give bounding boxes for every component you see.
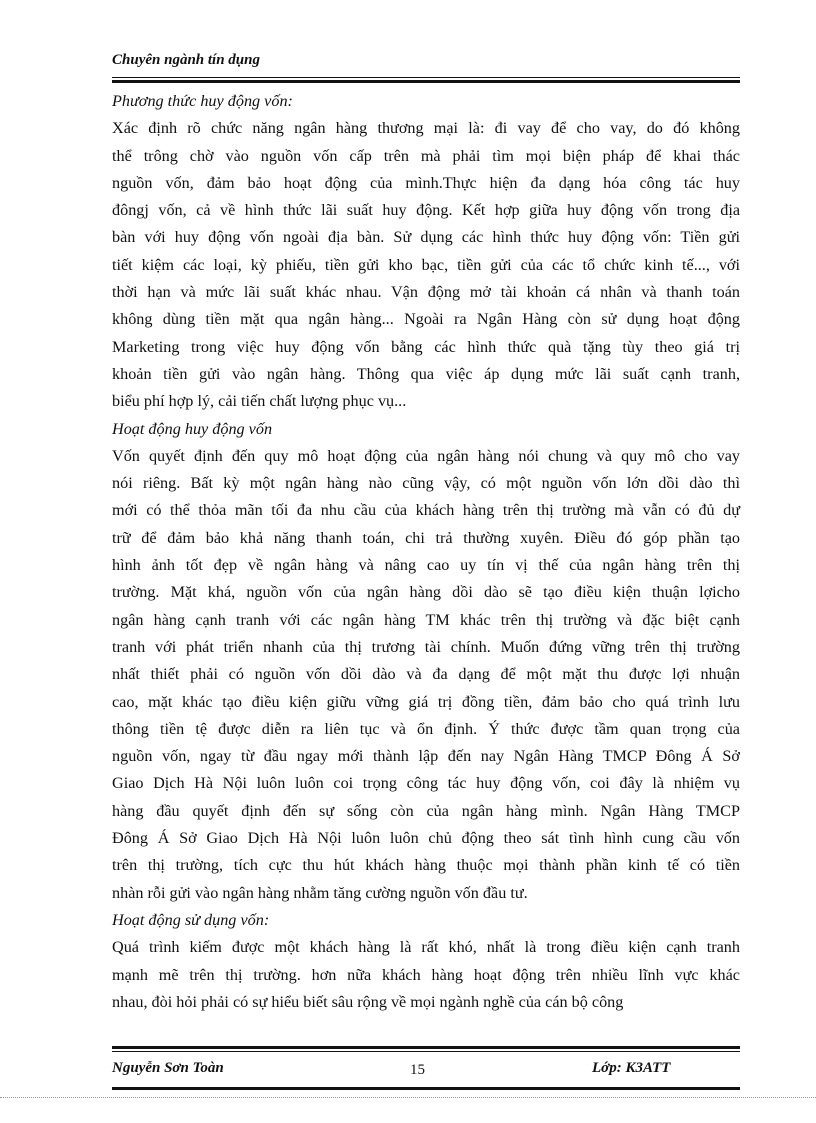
text-line: thời hạn và mức lãi suất khác nhau. Vận động mở tài khoản cá nhân và thanh toán (112, 283, 740, 302)
footer-bottom-rule-thick (112, 1087, 740, 1090)
footer-author: Nguyễn Sơn Toàn (112, 1060, 224, 1076)
header-title: Chuyên ngành tín dụng (112, 52, 260, 68)
text-line: Đông Á Sở Giao Dịch Hà Nội luôn luôn chủ động theo sát tình hình cung cầu vốn (112, 829, 740, 848)
text-line: Vốn quyết định đến quy mô hoạt động của ngân hàng nói chung và quy mô cho vay (112, 446, 740, 465)
text-line: nguồn vốn, đảm bảo hoạt động của mình.Thực hiện đa dạng hóa công tác huy (112, 173, 740, 192)
text-line: thể trông chờ vào nguồn vốn cấp trên mà phải tìm mọi biện pháp để khai thác (112, 146, 740, 165)
text-line: nguồn vốn, ngay từ đầu ngay mới thành lập đến nay Ngân Hàng TMCP Đông Á Sở (112, 747, 740, 766)
text-line: nói riêng. Bất kỳ một ngân hàng nào cũng vậy, có một nguồn vốn lớn dồi dào thì (112, 474, 740, 493)
text-line: biểu phí hợp lý, cải tiến chất lượng phục vụ... (112, 392, 407, 411)
text-line: Xác định rõ chức năng ngân hàng thương mại là: đi vay để cho vay, do đó không (112, 119, 740, 138)
page-edge-dotted (0, 1097, 816, 1098)
text-line: bàn với huy động vốn ngoài địa bàn. Sử dụng các hình thức huy động vốn: Tiền gửi (112, 228, 740, 247)
text-line: Giao Dịch Hà Nội luôn luôn coi trọng công tác huy động vốn, coi đây là nhiệm vụ (112, 774, 740, 793)
text-line: cao, mặt khác tạo điều kiện giữu vững giá trị đồng tiền, đảm bảo cho quá trình lưu (112, 692, 740, 711)
text-line: Marketing trong việc huy động vốn bằng các hình thức quà tặng tùy theo giá trị (112, 337, 740, 356)
text-line: ngân hàng cạnh tranh với các ngân hàng TM khác trên thị trường và đặc biệt cạnh (112, 610, 740, 629)
text-line: Quá trình kiếm được một khách hàng là rất khó, nhất là trong điều kiện cạnh tranh (112, 938, 740, 957)
text-line: đôngj vốn, cả về hình thức lãi suất huy động. Kết hợp giữa huy động vốn trong địa (112, 201, 740, 220)
text-line: hình ảnh tốt đẹp về ngân hàng và nâng cao uy tín vị thế của ngân hàng trên thị (112, 556, 740, 575)
text-line: nhau, đòi hỏi phải có sự hiểu biết sâu rộng về mọi ngành nghề của cán bộ công (112, 992, 624, 1011)
text-line: khoản tiền gửi vào ngân hàng. Thông qua việc áp dụng mức lãi suất cạnh tranh, (112, 364, 740, 383)
text-line: hàng đầu quyết định đến sự sống còn của ngân hàng mình. Ngân Hàng TMCP (112, 801, 740, 820)
section-heading: Phương thức huy động vốn: (112, 92, 293, 110)
header-rule-thick (112, 80, 740, 83)
footer-rule-thin (112, 1051, 740, 1052)
text-line: nhàn rỗi gửi vào ngân hàng nhằm tăng cường nguồn vốn đầu tư. (112, 883, 528, 902)
footer-class-label: Lớp: K3ATT (592, 1060, 671, 1076)
text-line: trường. Mặt khá, nguồn vốn của ngân hàng dồi dào sẽ tạo điều kiện thuận lợicho (112, 583, 740, 602)
text-line: tiết kiệm các loại, kỳ phiếu, tiền gửi kho bạc, tiền gửi của các tổ chức kinh tế..., với (112, 255, 740, 274)
page-footer (112, 1060, 740, 1080)
section-heading: Hoạt động sử dụng vốn: (112, 910, 270, 929)
section-heading: Hoạt động huy động vốn (112, 419, 273, 438)
text-line: không dùng tiền mặt qua ngân hàng... Ngoài ra Ngân Hàng còn sử dụng hoạt động (112, 310, 740, 329)
text-line: nhất thiết phải có nguồn vốn dồi dào và đa dạng để một mặt thu được lợi nhuận (112, 665, 740, 684)
text-line: mạnh mẽ trên thị trường. hơn nữa khách hàng hoạt động trên nhiều lĩnh vực khác (112, 965, 740, 984)
page-number: 15 (410, 1062, 425, 1078)
header-rule-thin (112, 77, 740, 78)
text-line: tranh với phát triển nhanh của thị trương tài chính. Muốn đứng vững trên thị trường (112, 637, 740, 656)
document-body (112, 88, 740, 1016)
text-line: trữ để đảm bảo khả năng thanh toán, chi trả thường xuyên. Điều đó góp phần tạo (112, 528, 740, 547)
text-line: thông tiền tệ được diễn ra liên tục và ổn định. Ý thức được tầm quan trọng của (112, 719, 740, 738)
footer-rule-thick (112, 1046, 740, 1049)
text-line: trên thị trường, tích cực thu hút khách hàng thuộc mọi thành phần kinh tế có tiền (112, 856, 740, 875)
text-line: mới có thể thỏa mãn tối đa nhu cầu của khách hàng trên thị trường mà vẫn có đủ dự (112, 501, 740, 520)
